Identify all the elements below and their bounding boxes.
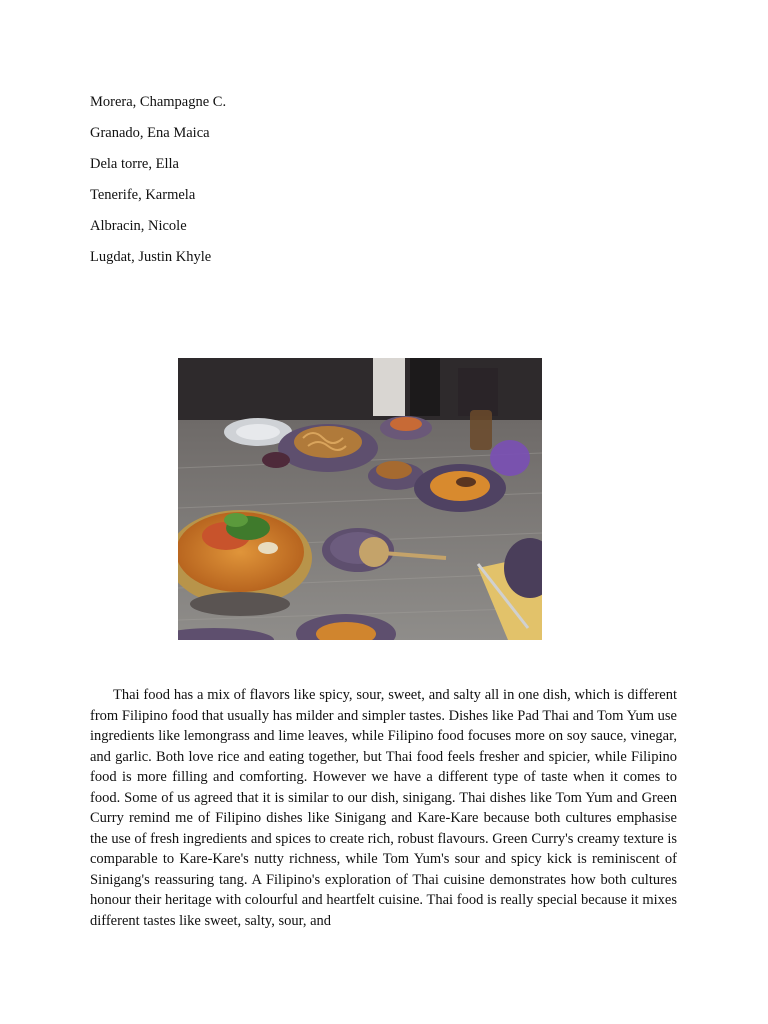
author-list [90,92,226,278]
thai-food-photo [178,358,542,640]
author-name: Granado, Ena Maica [90,125,210,141]
thai-food-photo-illustration [178,358,542,640]
author-name: Albracin, Nicole [90,218,187,234]
author-name: Lugdat, Justin Khyle [90,249,212,265]
author-name: Morera, Champagne C. [90,94,227,110]
body-paragraph: Thai food has a mix of flavors like spicy, sour, sweet, and salty all in one dish, which is different from Filipino food that usually has milder and simpler tastes. Dishes like Pad Thai and Tom Yum use ingredients like lemongrass and lime leaves, while Filipino food focuses more on soy sauce, vinegar, and garlic. Both love rice and eating together, but Thai food feels fresher and spicier, while Filipino food is more filling and comforting. However we have a different type of taste when it comes to food. Some of us agreed that it is similar to our dish, sinigang. Thai dishes like Tom Yum and Green Curry remind me of Filipino dishes like Sinigang and Kare-Kare because both cultures emphasise the use of fresh ingredients and spices to create rich, robust flavours. Green Curry's creamy texture is comparable to Kare-Kare's nutty richness, while Tom Yum's sour and spicy kick is reminiscent of Sinigang's reassuring tang. A Filipino's exploration of Thai cuisine demonstrates how both cultures honour their heritage with colourful and heartfelt cuisine. Thai food is really special because it mixes different tastes like sweet, salty, sour, and [90,687,677,929]
author-name: Dela torre, Ella [90,156,179,172]
author-name: Tenerife, Karmela [90,187,196,203]
